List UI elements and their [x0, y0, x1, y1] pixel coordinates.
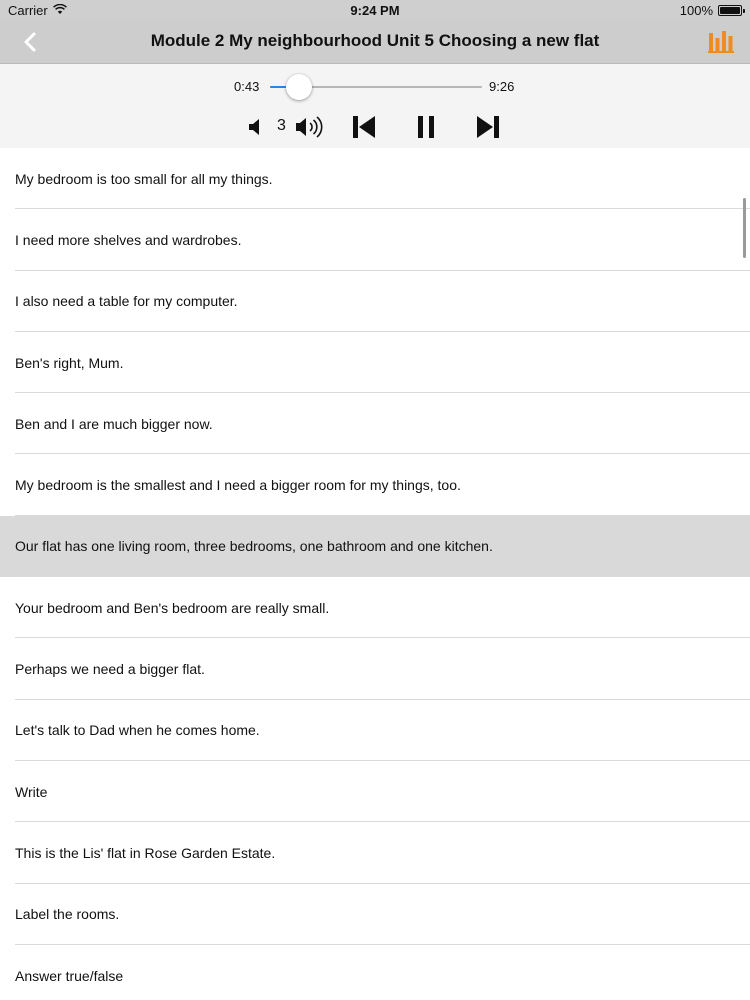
volume-value: 3: [277, 117, 286, 134]
current-time: 0:43: [234, 79, 260, 94]
nav-bar: [0, 20, 750, 64]
pause-button[interactable]: [411, 113, 441, 141]
sentence-text: Let's talk to Dad when he comes home.: [15, 722, 260, 739]
sentence-row[interactable]: [0, 148, 750, 209]
total-time: 9:26: [489, 79, 515, 94]
next-button[interactable]: [473, 113, 503, 141]
sentence-text: My bedroom is the smallest and I need a bigger room for my things, too.: [15, 477, 461, 494]
skip-forward-icon: [475, 115, 501, 139]
sentence-text: Write: [15, 783, 48, 800]
chevron-left-icon: [24, 32, 36, 52]
page-title: Module 2 My neighbourhood Unit 5 Choosing a new flat: [150, 31, 600, 50]
sentence-row[interactable]: [0, 577, 750, 638]
battery-percent: 100%: [679, 3, 713, 18]
sentence-text: My bedroom is too small for all my things.: [15, 170, 273, 187]
back-button[interactable]: [14, 26, 46, 58]
volume-down-button[interactable]: [246, 116, 266, 138]
sentence-text: This is the Lis' flat in Rose Garden Estate.: [15, 844, 276, 861]
sentence-text: Answer true/false: [15, 967, 124, 984]
status-bar: [0, 0, 750, 20]
sentence-row[interactable]: [0, 761, 750, 822]
sentence-row[interactable]: [0, 822, 750, 883]
stats-button[interactable]: [708, 29, 734, 53]
sentence-row[interactable]: [0, 638, 750, 699]
previous-button[interactable]: [349, 113, 379, 141]
battery-icon: [718, 5, 742, 16]
speaker-high-icon: [295, 114, 325, 140]
sentence-row[interactable]: [0, 209, 750, 270]
sentence-text: Ben's right, Mum.: [15, 354, 124, 371]
sentence-list: [0, 148, 750, 1000]
sentence-text: Perhaps we need a bigger flat.: [15, 661, 205, 678]
sentence-row[interactable]: [0, 454, 750, 515]
sentence-text: I need more shelves and wardrobes.: [15, 231, 242, 248]
progress-fill: [270, 86, 286, 88]
scroll-indicator[interactable]: [743, 198, 746, 258]
sentence-text: Ben and I are much bigger now.: [15, 415, 213, 432]
sentence-row[interactable]: [0, 945, 750, 1000]
status-time: 9:24 PM: [350, 3, 400, 18]
sentence-row[interactable]: [0, 884, 750, 945]
status-right: [680, 3, 742, 18]
sentence-row[interactable]: [0, 332, 750, 393]
sentence-row[interactable]: [0, 393, 750, 454]
carrier-label: Carrier: [8, 3, 48, 18]
speaker-low-icon: [248, 118, 264, 136]
sentence-row[interactable]: [0, 271, 750, 332]
pause-icon: [416, 115, 436, 139]
sentence-text: Our flat has one living room, three bedrooms, one bathroom and one kitchen.: [15, 538, 493, 555]
sentence-text: Label the rooms.: [15, 906, 120, 923]
sentence-text: Your bedroom and Ben's bedroom are really small.: [15, 599, 330, 616]
skip-back-icon: [351, 115, 377, 139]
volume-up-button[interactable]: [295, 114, 325, 140]
audio-player: [0, 64, 750, 148]
sentence-row[interactable]: [0, 700, 750, 761]
sentence-row[interactable]: [0, 516, 750, 577]
bar-chart-icon: [708, 29, 734, 53]
progress-thumb[interactable]: [286, 74, 312, 100]
sentence-text: I also need a table for my computer.: [15, 293, 238, 310]
